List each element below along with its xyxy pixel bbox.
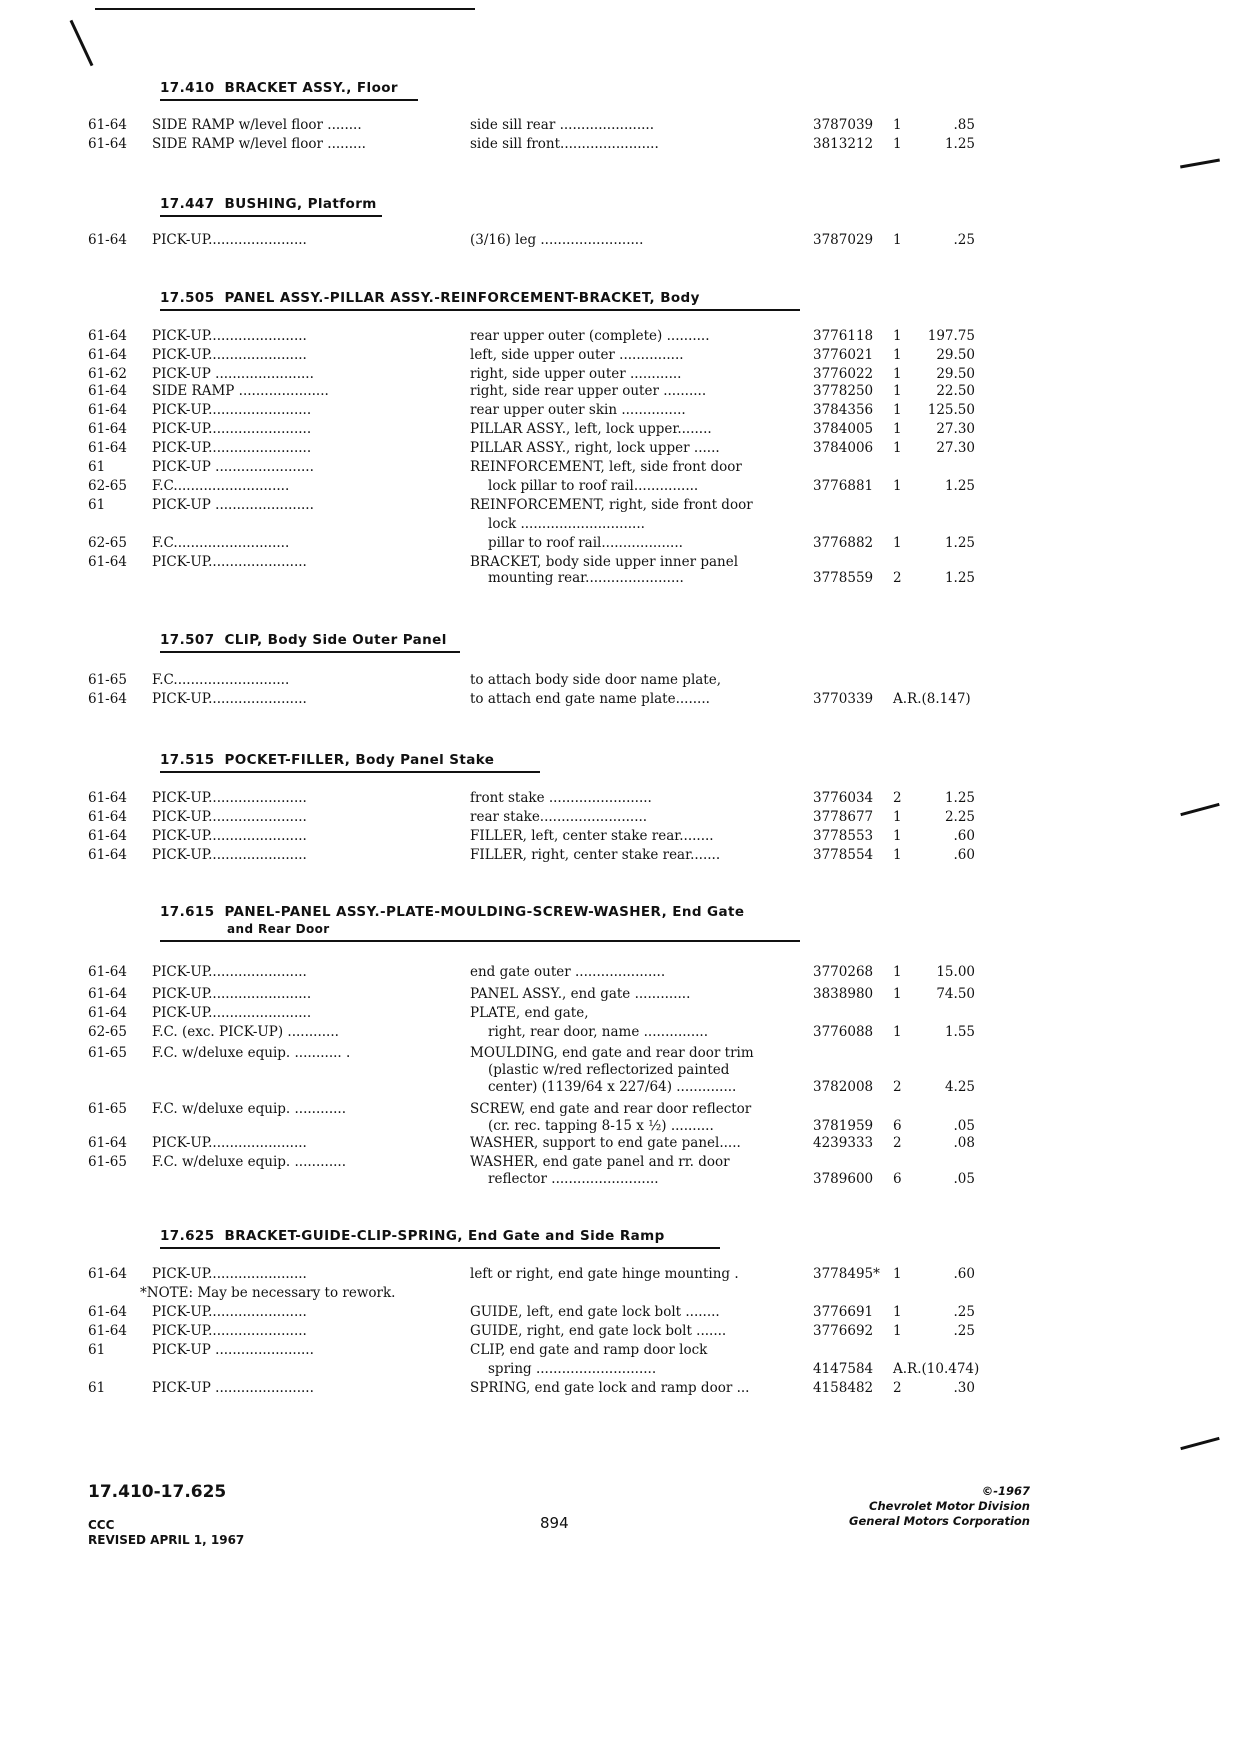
scan-mark: [70, 20, 94, 67]
price-cell: .05: [953, 1171, 975, 1187]
table-row: [0, 478, 1248, 497]
price-cell: 29.50: [936, 366, 975, 382]
years-cell: 61-64: [88, 1135, 127, 1151]
model-cell: SIDE RAMP w/level floor .........: [152, 136, 366, 152]
model-cell: PICK-UP.......................: [152, 1304, 307, 1320]
price-cell: 2.25: [944, 809, 975, 825]
model-cell: PICK-UP.......................: [152, 328, 307, 344]
years-cell: 61-64: [88, 790, 127, 806]
price-cell: .25: [953, 232, 975, 248]
table-row: [0, 136, 1248, 155]
parts-table: [0, 672, 1248, 710]
years-cell: 61-64: [88, 964, 127, 980]
table-row: [0, 1118, 1248, 1135]
model-cell: PICK-UP........................: [152, 1005, 312, 1021]
years-cell: 61-64: [88, 117, 127, 133]
model-cell: F.C. w/deluxe equip. ............: [152, 1154, 346, 1170]
description-cell: (3/16) leg ........................: [470, 232, 644, 248]
quantity-cell: 2: [893, 570, 902, 586]
quantity-cell: 1: [893, 232, 902, 248]
part-number-cell: 3770268: [813, 964, 874, 980]
section-number: 17.507: [160, 632, 215, 648]
table-row: [0, 1135, 1248, 1154]
part-number-cell: 3787039: [813, 117, 874, 133]
years-cell: 61-62: [88, 366, 127, 382]
part-number-cell: 3776021: [813, 347, 874, 363]
section-header: [160, 80, 398, 96]
model-cell: PICK-UP .......................: [152, 497, 314, 513]
part-number-cell: 3813212: [813, 136, 874, 152]
footer-copyright: ©-1967: [981, 1484, 1030, 1498]
section-title: BRACKET ASSY., Floor: [224, 80, 398, 96]
section-header: [160, 1228, 665, 1244]
years-cell: 61-64: [88, 1266, 127, 1282]
years-cell: 62-65: [88, 535, 127, 551]
table-row: [0, 1380, 1248, 1399]
table-row: [0, 535, 1248, 554]
table-row: [0, 232, 1248, 251]
years-cell: 61-64: [88, 1005, 127, 1021]
table-row: [0, 986, 1248, 1005]
part-number-cell: 3776692: [813, 1323, 874, 1339]
description-cell: to attach end gate name plate........: [470, 691, 710, 707]
table-row: [0, 459, 1248, 478]
description-cell: side sill front.......................: [470, 136, 659, 152]
part-number-cell: 3778553: [813, 828, 874, 844]
description-cell: FILLER, right, center stake rear.......: [470, 847, 721, 863]
model-cell: F.C...........................: [152, 478, 290, 494]
description-cell: pillar to roof rail...................: [488, 535, 683, 551]
years-cell: 61: [88, 497, 106, 513]
price-cell: 1.25: [944, 478, 975, 494]
table-row: [0, 328, 1248, 347]
description-cell: left, side upper outer ...............: [470, 347, 684, 363]
table-row: [0, 1342, 1248, 1361]
parts-table: [0, 117, 1248, 155]
table-row: [0, 790, 1248, 809]
quantity-cell: 1: [893, 809, 902, 825]
price-cell: 29.50: [936, 347, 975, 363]
table-row: [0, 1323, 1248, 1342]
table-row: [0, 847, 1248, 866]
model-cell: PICK-UP.......................: [152, 809, 307, 825]
parts-table: [0, 1266, 1248, 1399]
years-cell: 61-64: [88, 986, 127, 1002]
quantity-cell: 2: [893, 1135, 902, 1151]
table-row: [0, 828, 1248, 847]
price-cell: 1.55: [944, 1024, 975, 1040]
years-cell: 61-65: [88, 672, 127, 688]
table-row: [0, 516, 1248, 535]
model-cell: SIDE RAMP .....................: [152, 383, 329, 399]
part-number-cell: 4239333: [813, 1135, 874, 1151]
description-cell: lock pillar to roof rail...............: [488, 478, 699, 494]
years-cell: 61-64: [88, 828, 127, 844]
part-number-cell: 3778554: [813, 847, 874, 863]
section-number: 17.515: [160, 752, 215, 768]
description-cell: right, side upper outer ............: [470, 366, 682, 382]
years-cell: 61-65: [88, 1154, 127, 1170]
part-number-cell: 3778495*: [813, 1266, 880, 1282]
table-row: [0, 1101, 1248, 1118]
model-cell: PICK-UP.......................: [152, 828, 307, 844]
description-cell: FILLER, left, center stake rear........: [470, 828, 714, 844]
model-cell: F.C...........................: [152, 672, 290, 688]
description-cell: PILLAR ASSY., right, lock upper ......: [470, 440, 720, 456]
model-cell: PICK-UP.......................: [152, 232, 307, 248]
quantity-cell: 1: [893, 986, 902, 1002]
price-cell: .05: [953, 1118, 975, 1134]
part-number-cell: 3778250: [813, 383, 874, 399]
price-cell: .25: [953, 1304, 975, 1320]
part-number-cell: 3787029: [813, 232, 874, 248]
part-number-cell: 3781959: [813, 1118, 874, 1134]
description-cell: SPRING, end gate lock and ramp door ...: [470, 1380, 750, 1396]
quantity-cell: 1: [893, 383, 902, 399]
scan-mark: [1180, 159, 1220, 169]
model-cell: PICK-UP.......................: [152, 554, 307, 570]
quantity-cell: 1: [893, 1323, 902, 1339]
description-cell: SCREW, end gate and rear door reflector: [470, 1101, 752, 1117]
table-row: [0, 554, 1248, 570]
description-cell: lock .............................: [488, 516, 645, 532]
section-header: [160, 632, 447, 648]
model-cell: PICK-UP........................: [152, 440, 312, 456]
table-row: [0, 1266, 1248, 1285]
part-number-cell: 3776691: [813, 1304, 874, 1320]
years-cell: 62-65: [88, 1024, 127, 1040]
years-cell: 61: [88, 1380, 106, 1396]
table-row: [0, 1062, 1248, 1079]
description-cell: PANEL ASSY., end gate .............: [470, 986, 691, 1002]
years-cell: 61: [88, 1342, 106, 1358]
section-title-line2: and Rear Door: [227, 922, 330, 936]
model-cell: F.C...........................: [152, 535, 290, 551]
section-number: 17.625: [160, 1228, 215, 1244]
description-cell: REINFORCEMENT, right, side front door: [470, 497, 753, 513]
years-cell: 61-65: [88, 1045, 127, 1061]
section-header: [160, 904, 744, 920]
model-cell: PICK-UP........................: [152, 402, 312, 418]
description-cell: to attach body side door name plate,: [470, 672, 722, 688]
table-row: [0, 1079, 1248, 1101]
years-cell: 61-64: [88, 809, 127, 825]
model-cell: PICK-UP.......................: [152, 790, 307, 806]
description-cell: spring ............................: [488, 1361, 657, 1377]
model-cell: PICK-UP........................: [152, 421, 312, 437]
quantity-cell: 6: [893, 1171, 902, 1187]
footnote: *NOTE: May be necessary to rework.: [140, 1285, 396, 1301]
table-row: [0, 383, 1248, 402]
quantity-cell: 1: [893, 402, 902, 418]
section-underline: [160, 771, 540, 773]
description-cell: (plastic w/red reflectorized painted: [488, 1062, 730, 1078]
part-number-cell: 3789600: [813, 1171, 874, 1187]
years-cell: 61-65: [88, 1101, 127, 1117]
price-cell: 197.75: [927, 328, 975, 344]
table-row: [0, 402, 1248, 421]
table-row: [0, 1024, 1248, 1045]
model-cell: PICK-UP.......................: [152, 347, 307, 363]
price-cell: .30: [953, 1380, 975, 1396]
part-number-cell: 3778559: [813, 570, 874, 586]
part-number-cell: 3778677: [813, 809, 874, 825]
description-cell: REINFORCEMENT, left, side front door: [470, 459, 742, 475]
table-row: [0, 117, 1248, 136]
section-number: 17.505: [160, 290, 215, 306]
quantity-cell: 1: [893, 478, 902, 494]
model-cell: PICK-UP.......................: [152, 847, 307, 863]
description-cell: side sill rear ......................: [470, 117, 654, 133]
footer-revised: REVISED APRIL 1, 1967: [88, 1533, 245, 1547]
table-row: [0, 1045, 1248, 1062]
price-cell: .60: [953, 828, 975, 844]
footer-division: Chevrolet Motor Division: [869, 1499, 1030, 1513]
table-row: [0, 570, 1248, 589]
description-cell: WASHER, end gate panel and rr. door: [470, 1154, 730, 1170]
quantity-cell: 1: [893, 1024, 902, 1040]
price-cell: 1.25: [944, 535, 975, 551]
part-number-cell: 3776881: [813, 478, 874, 494]
footer-corporation: General Motors Corporation: [849, 1514, 1030, 1528]
model-cell: PICK-UP .......................: [152, 1342, 314, 1358]
quantity-cell: 1: [893, 440, 902, 456]
table-row: [0, 1304, 1248, 1323]
description-cell: BRACKET, body side upper inner panel: [470, 554, 739, 570]
price-cell: 15.00: [936, 964, 975, 980]
price-cell: .60: [953, 1266, 975, 1282]
years-cell: 61: [88, 459, 106, 475]
model-cell: PICK-UP.......................: [152, 1323, 307, 1339]
quantity-cell: 1: [893, 1304, 902, 1320]
scan-edge-line: [95, 8, 475, 10]
years-cell: 61-64: [88, 440, 127, 456]
parts-table: [0, 232, 1248, 251]
quantity-cell: 1: [893, 347, 902, 363]
price-cell: 22.50: [936, 383, 975, 399]
model-cell: F.C. w/deluxe equip. ........... .: [152, 1045, 351, 1061]
description-cell: front stake ........................: [470, 790, 652, 806]
description-cell: reflector .........................: [488, 1171, 659, 1187]
years-cell: 61-64: [88, 1323, 127, 1339]
years-cell: 61-64: [88, 232, 127, 248]
description-cell: GUIDE, right, end gate lock bolt .......: [470, 1323, 727, 1339]
quantity-cell: 2: [893, 1079, 902, 1095]
quantity-price-cell: A.R.(8.147): [893, 691, 971, 707]
description-cell: (cr. rec. tapping 8-15 x ½) ..........: [488, 1118, 714, 1134]
years-cell: 62-65: [88, 478, 127, 494]
section-title: CLIP, Body Side Outer Panel: [224, 632, 447, 648]
part-number-cell: 3776022: [813, 366, 874, 382]
quantity-cell: 1: [893, 847, 902, 863]
model-cell: PICK-UP.......................: [152, 964, 307, 980]
part-number-cell: 3784356: [813, 402, 874, 418]
quantity-cell: 6: [893, 1118, 902, 1134]
quantity-cell: 1: [893, 366, 902, 382]
section-underline: [160, 99, 418, 101]
model-cell: F.C. (exc. PICK-UP) ............: [152, 1024, 339, 1040]
description-cell: PLATE, end gate,: [470, 1005, 589, 1021]
table-row: [0, 691, 1248, 710]
scan-mark: [1180, 1437, 1219, 1450]
years-cell: 61-64: [88, 847, 127, 863]
description-cell: mounting rear.......................: [488, 570, 684, 586]
part-number-cell: 4147584: [813, 1361, 874, 1377]
table-row: [0, 440, 1248, 459]
section-header: [160, 290, 700, 306]
model-cell: PICK-UP........................: [152, 986, 312, 1002]
price-cell: .25: [953, 1323, 975, 1339]
model-cell: PICK-UP .......................: [152, 459, 314, 475]
years-cell: 61-64: [88, 347, 127, 363]
section-underline: [160, 1247, 720, 1249]
years-cell: 61-64: [88, 328, 127, 344]
description-cell: rear stake.........................: [470, 809, 648, 825]
price-cell: 1.25: [944, 136, 975, 152]
price-cell: 1.25: [944, 790, 975, 806]
footer-range: 17.410-17.625: [88, 1482, 227, 1502]
price-cell: .08: [953, 1135, 975, 1151]
years-cell: 61-64: [88, 691, 127, 707]
quantity-cell: 1: [893, 535, 902, 551]
model-cell: PICK-UP.......................: [152, 691, 307, 707]
table-row: [0, 1154, 1248, 1171]
section-title: POCKET-FILLER, Body Panel Stake: [224, 752, 495, 768]
quantity-cell: 2: [893, 790, 902, 806]
quantity-cell: 2: [893, 1380, 902, 1396]
table-row: [0, 809, 1248, 828]
price-cell: 27.30: [936, 440, 975, 456]
price-cell: 4.25: [944, 1079, 975, 1095]
table-row: [0, 366, 1248, 383]
years-cell: 61-64: [88, 383, 127, 399]
years-cell: 61-64: [88, 136, 127, 152]
quantity-cell: 1: [893, 1266, 902, 1282]
part-number-cell: 3776118: [813, 328, 874, 344]
table-row: [0, 1171, 1248, 1190]
description-cell: CLIP, end gate and ramp door lock: [470, 1342, 708, 1358]
table-row: [0, 1285, 1248, 1304]
table-row: [0, 497, 1248, 516]
section-underline: [160, 940, 800, 942]
description-cell: MOULDING, end gate and rear door trim: [470, 1045, 754, 1061]
years-cell: 61-64: [88, 1304, 127, 1320]
description-cell: WASHER, support to end gate panel.....: [470, 1135, 741, 1151]
price-cell: 125.50: [927, 402, 975, 418]
part-number-cell: 3776882: [813, 535, 874, 551]
part-number-cell: 3784005: [813, 421, 874, 437]
description-cell: GUIDE, left, end gate lock bolt ........: [470, 1304, 720, 1320]
quantity-cell: 1: [893, 964, 902, 980]
model-cell: PICK-UP.......................: [152, 1266, 307, 1282]
quantity-cell: 1: [893, 828, 902, 844]
parts-table: [0, 964, 1248, 1190]
model-cell: PICK-UP .......................: [152, 1380, 314, 1396]
part-number-cell: 3770339: [813, 691, 874, 707]
description-cell: center) (1139/64 x 227/64) ..............: [488, 1079, 737, 1095]
section-title: BUSHING, Platform: [224, 196, 377, 212]
years-cell: 61-64: [88, 402, 127, 418]
price-cell: 1.25: [944, 570, 975, 586]
section-underline: [160, 215, 382, 217]
part-number-cell: 3776034: [813, 790, 874, 806]
years-cell: 61-64: [88, 421, 127, 437]
section-header: [160, 196, 377, 212]
table-row: [0, 1361, 1248, 1380]
description-cell: right, rear door, name ...............: [488, 1024, 708, 1040]
model-cell: F.C. w/deluxe equip. ............: [152, 1101, 346, 1117]
table-row: [0, 347, 1248, 366]
section-number: 17.447: [160, 196, 215, 212]
price-cell: 74.50: [936, 986, 975, 1002]
section-title: BRACKET-GUIDE-CLIP-SPRING, End Gate and Side Ramp: [224, 1228, 665, 1244]
price-cell: .85: [953, 117, 975, 133]
description-cell: left or right, end gate hinge mounting .: [470, 1266, 739, 1282]
page-number: 894: [540, 1514, 569, 1532]
section-underline: [160, 309, 800, 311]
table-row: [0, 672, 1248, 691]
quantity-cell: 1: [893, 117, 902, 133]
quantity-cell: 1: [893, 328, 902, 344]
table-row: [0, 964, 1248, 986]
section-number: 17.410: [160, 80, 215, 96]
quantity-cell: 1: [893, 421, 902, 437]
part-number-cell: 3776088: [813, 1024, 874, 1040]
table-row: [0, 421, 1248, 440]
price-cell: .60: [953, 847, 975, 863]
parts-table: [0, 790, 1248, 866]
description-cell: end gate outer .....................: [470, 964, 666, 980]
description-cell: rear upper outer skin ...............: [470, 402, 686, 418]
part-number-cell: 3838980: [813, 986, 874, 1002]
part-number-cell: 4158482: [813, 1380, 874, 1396]
model-cell: SIDE RAMP w/level floor ........: [152, 117, 362, 133]
section-title: PANEL-PANEL ASSY.-PLATE-MOULDING-SCREW-WASHER, End Gate: [224, 904, 745, 920]
part-number-cell: 3782008: [813, 1079, 874, 1095]
section-header: [160, 752, 494, 768]
quantity-price-cell: A.R.(10.474): [893, 1361, 980, 1377]
model-cell: PICK-UP .......................: [152, 366, 314, 382]
description-cell: PILLAR ASSY., left, lock upper........: [470, 421, 712, 437]
price-cell: 27.30: [936, 421, 975, 437]
description-cell: right, side rear upper outer ..........: [470, 383, 707, 399]
years-cell: 61-64: [88, 554, 127, 570]
description-cell: rear upper outer (complete) ..........: [470, 328, 710, 344]
quantity-cell: 1: [893, 136, 902, 152]
part-number-cell: 3784006: [813, 440, 874, 456]
table-row: [0, 1005, 1248, 1024]
parts-table: [0, 328, 1248, 589]
section-number: 17.615: [160, 904, 215, 920]
section-title: PANEL ASSY.-PILLAR ASSY.-REINFORCEMENT-BRACKET, Body: [224, 290, 700, 306]
section-underline: [160, 651, 460, 653]
model-cell: PICK-UP.......................: [152, 1135, 307, 1151]
footer-ccc: CCC: [88, 1518, 115, 1532]
